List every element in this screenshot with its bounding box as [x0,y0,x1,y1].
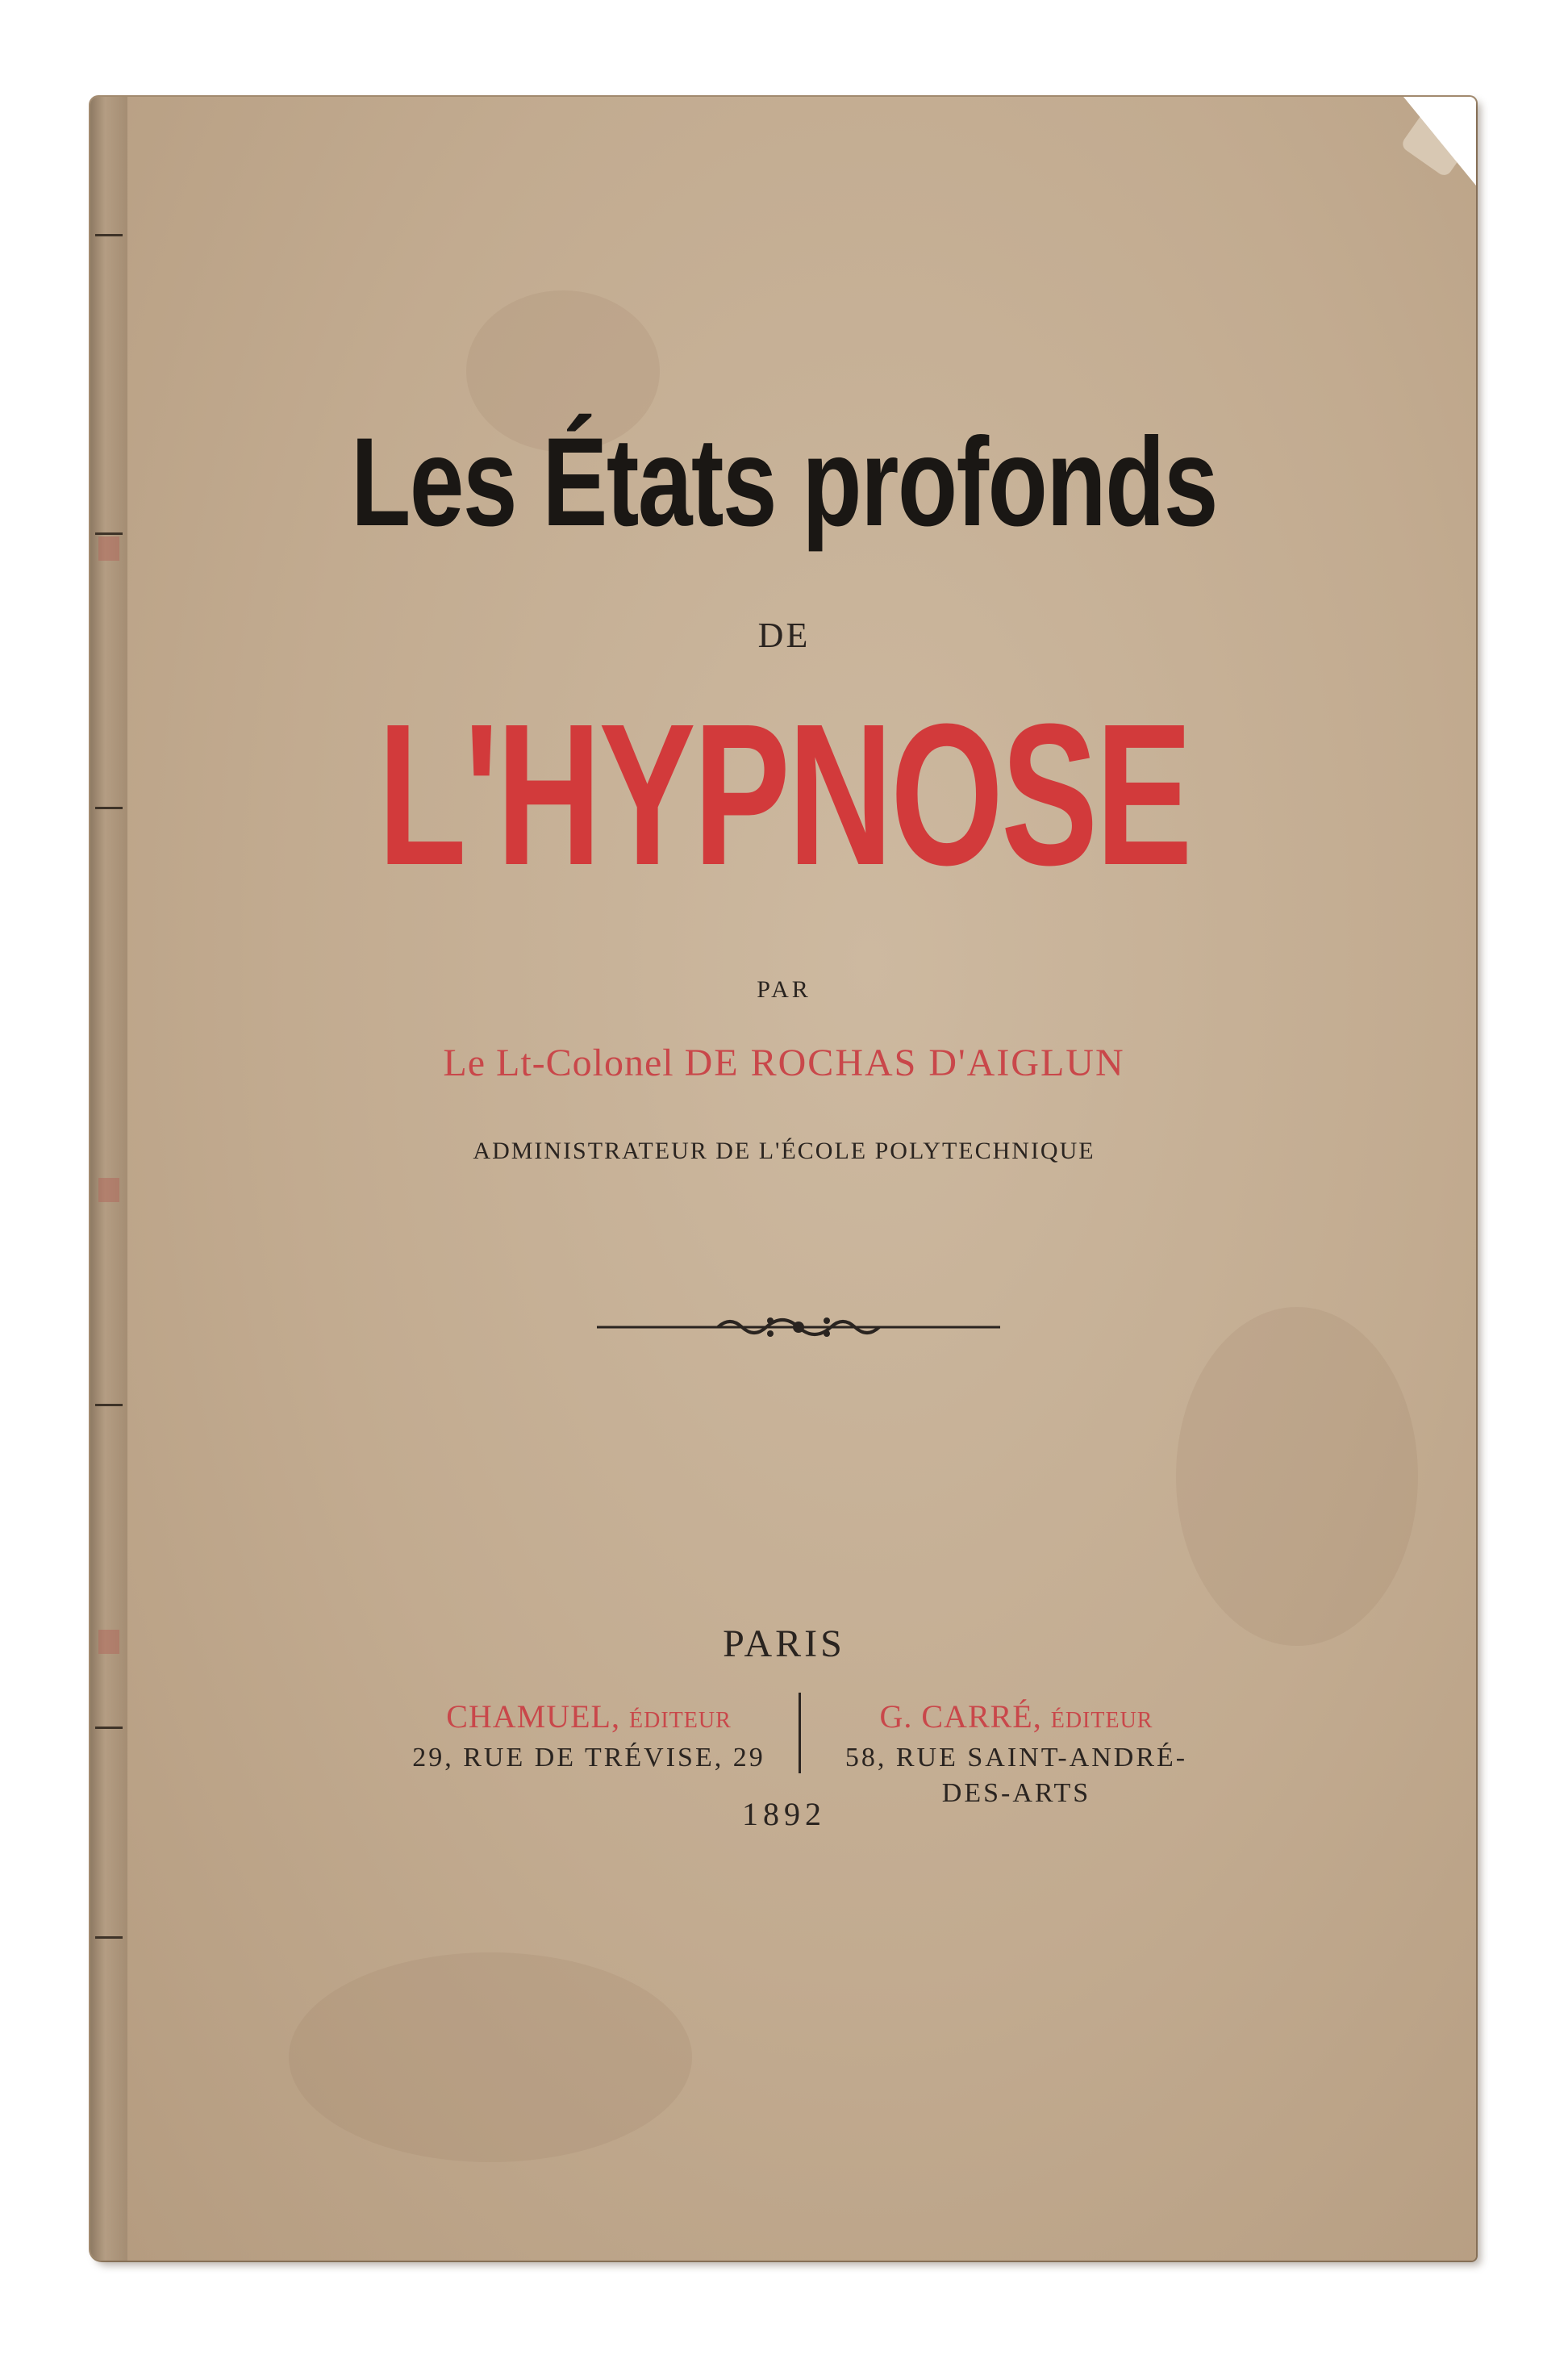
spine-stitch [95,532,123,535]
book-spine [90,97,129,2261]
publisher-right-name-line [815,1698,1218,1735]
publication-city: PARIS [723,1622,845,1665]
author-prefix: Le Lt-Colonel [443,1042,685,1084]
publisher-left-address: 29, RUE DE TRÉVISE, 29 [412,1743,765,1773]
publisher-left-role: ÉDITEUR [629,1708,732,1733]
spine-stitch [95,234,123,236]
publisher-left [387,1698,790,1776]
spine-mark [98,537,119,561]
spine-mark [98,1178,119,1202]
book-title: Les États profonds [351,412,1217,553]
publisher-right-name: G. CARRÉ, [879,1698,1042,1735]
corner-fold [1403,97,1476,186]
spine-stitch [95,1727,123,1729]
publisher-right-address: 58, RUE SAINT-ANDRÉ-DES-ARTS [844,1743,1188,1809]
author-role: ADMINISTRATEUR DE L'ÉCOLE POLYTECHNIQUE [473,1138,1095,1164]
publication-year: 1892 [742,1796,826,1832]
spine-stitch [95,1404,123,1406]
publisher-left-name-line [387,1698,790,1735]
spine-stitch [95,1936,123,1939]
paper-stain [1176,1307,1418,1646]
title-connector: DE [757,616,811,655]
publisher-divider [799,1693,801,1773]
by-line: PAR [757,976,811,1003]
spine-stitch [95,807,123,809]
book-subject: L'HYPNOSE [377,682,1191,907]
ornament-divider [597,1311,1000,1343]
publisher-left-name: CHAMUEL, [446,1698,620,1735]
author-line [0,1041,1568,1085]
paper-stain [289,1952,692,2162]
publisher-right-role: ÉDITEUR [1050,1708,1153,1733]
author-name: DE ROCHAS D'AIGLUN [684,1042,1125,1084]
